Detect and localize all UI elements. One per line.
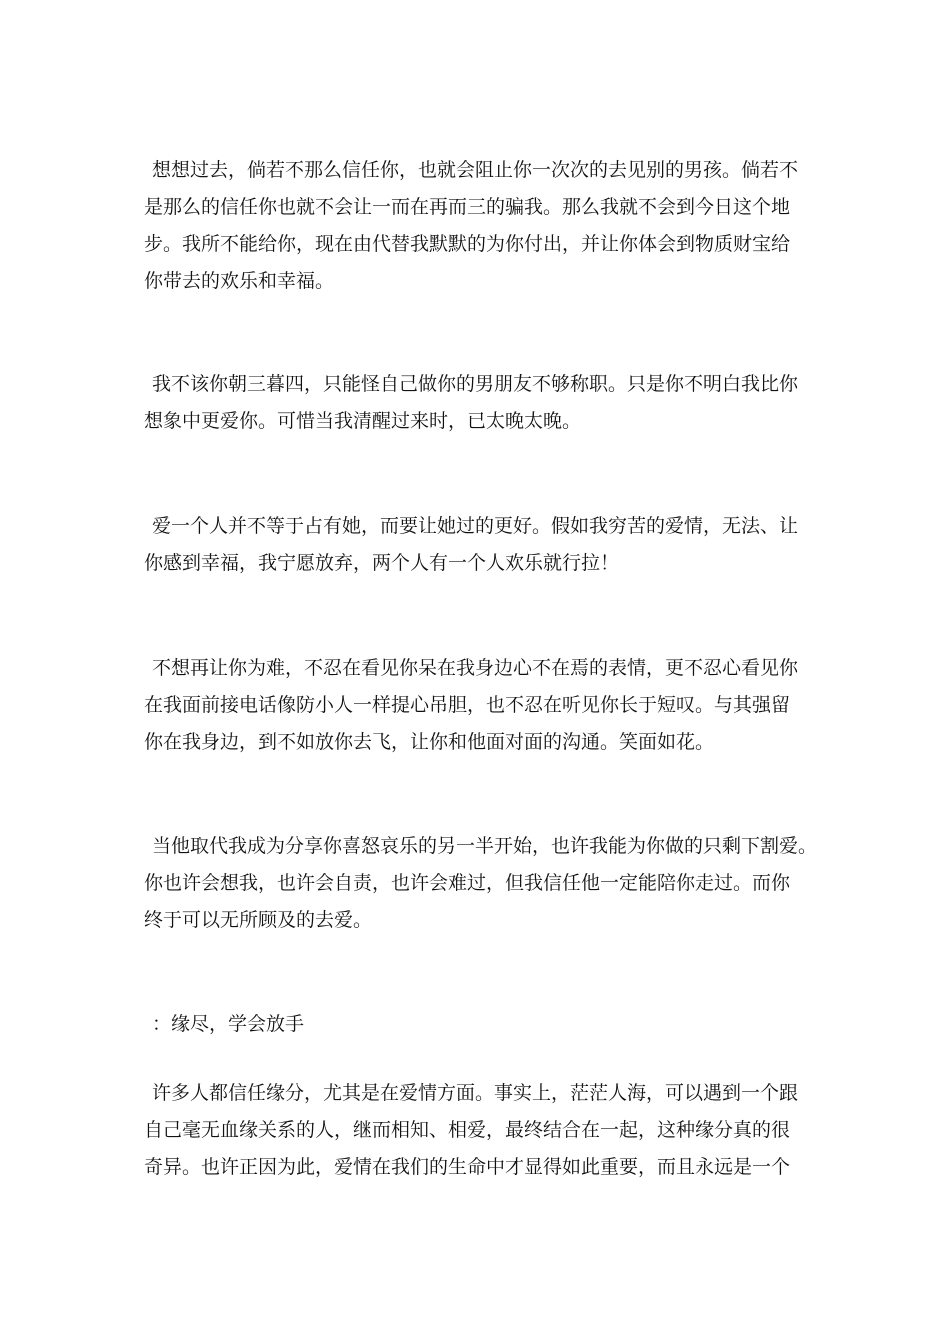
paragraph-line: 我不该你朝三暮四，只能怪自己做你的男朋友不够称职。只是你不明白我比你 [152, 373, 799, 395]
paragraph-1 [144, 152, 824, 300]
paragraph-line: 你带去的欢乐和幸福。 [144, 270, 335, 292]
paragraph-line: 想象中更爱你。可惜当我清醒过来时，已太晚太晚。 [144, 410, 582, 432]
paragraph-line: 许多人都信任缘分，尤其是在爱情方面。事实上，茫茫人海，可以遇到一个跟 [152, 1082, 799, 1104]
paragraph-3 [144, 508, 824, 582]
paragraph-line: 在我面前接电话像防小人一样提心吊胆，也不忍在听见你长于短叹。与其强留 [144, 694, 791, 716]
paragraph-2 [144, 366, 824, 440]
paragraph-line: 不想再让你为难，不忍在看见你呆在我身边心不在焉的表情，更不忍心看见你 [152, 657, 799, 679]
paragraph-6 [144, 1075, 824, 1186]
paragraph-line: 步。我所不能给你，现在由代替我默默的为你付出，并让你体会到物质财宝给 [144, 233, 791, 255]
paragraph-line: 是那么的信任你也就不会让一而在再而三的骗我。那么我就不会到今日这个地 [144, 196, 791, 218]
section-heading [144, 1006, 824, 1043]
paragraph-line: 你在我身边，到不如放你去飞，让你和他面对面的沟通。笑面如花。 [144, 731, 715, 753]
paragraph-line: 爱一个人并不等于占有她，而要让她过的更好。假如我穷苦的爱情，无法、让 [152, 515, 799, 537]
paragraph-line: 你感到幸福，我宁愿放弃，两个人有一个人欢乐就行拉！ [144, 552, 620, 574]
heading-line: ：缘尽，学会放手 [152, 1013, 305, 1035]
paragraph-4 [144, 650, 824, 761]
paragraph-line: 终于可以无所顾及的去爱。 [144, 909, 373, 931]
paragraph-line: 自己毫无血缘关系的人，继而相知、相爱，最终结合在一起，这种缘分真的很 [144, 1119, 791, 1141]
paragraph-line: 当他取代我成为分享你喜怒哀乐的另一半开始，也许我能为你做的只剩下割爱。 [152, 835, 818, 857]
paragraph-line: 你也许会想我，也许会自责，也许会难过，但我信任他一定能陪你走过。而你 [144, 872, 791, 894]
paragraph-5 [144, 828, 824, 939]
paragraph-line: 奇异。也许正因为此，爱情在我们的生命中才显得如此重要，而且永远是一个 [144, 1156, 791, 1178]
paragraph-line: 想想过去，倘若不那么信任你，也就会阻止你一次次的去见别的男孩。倘若不 [152, 159, 799, 181]
